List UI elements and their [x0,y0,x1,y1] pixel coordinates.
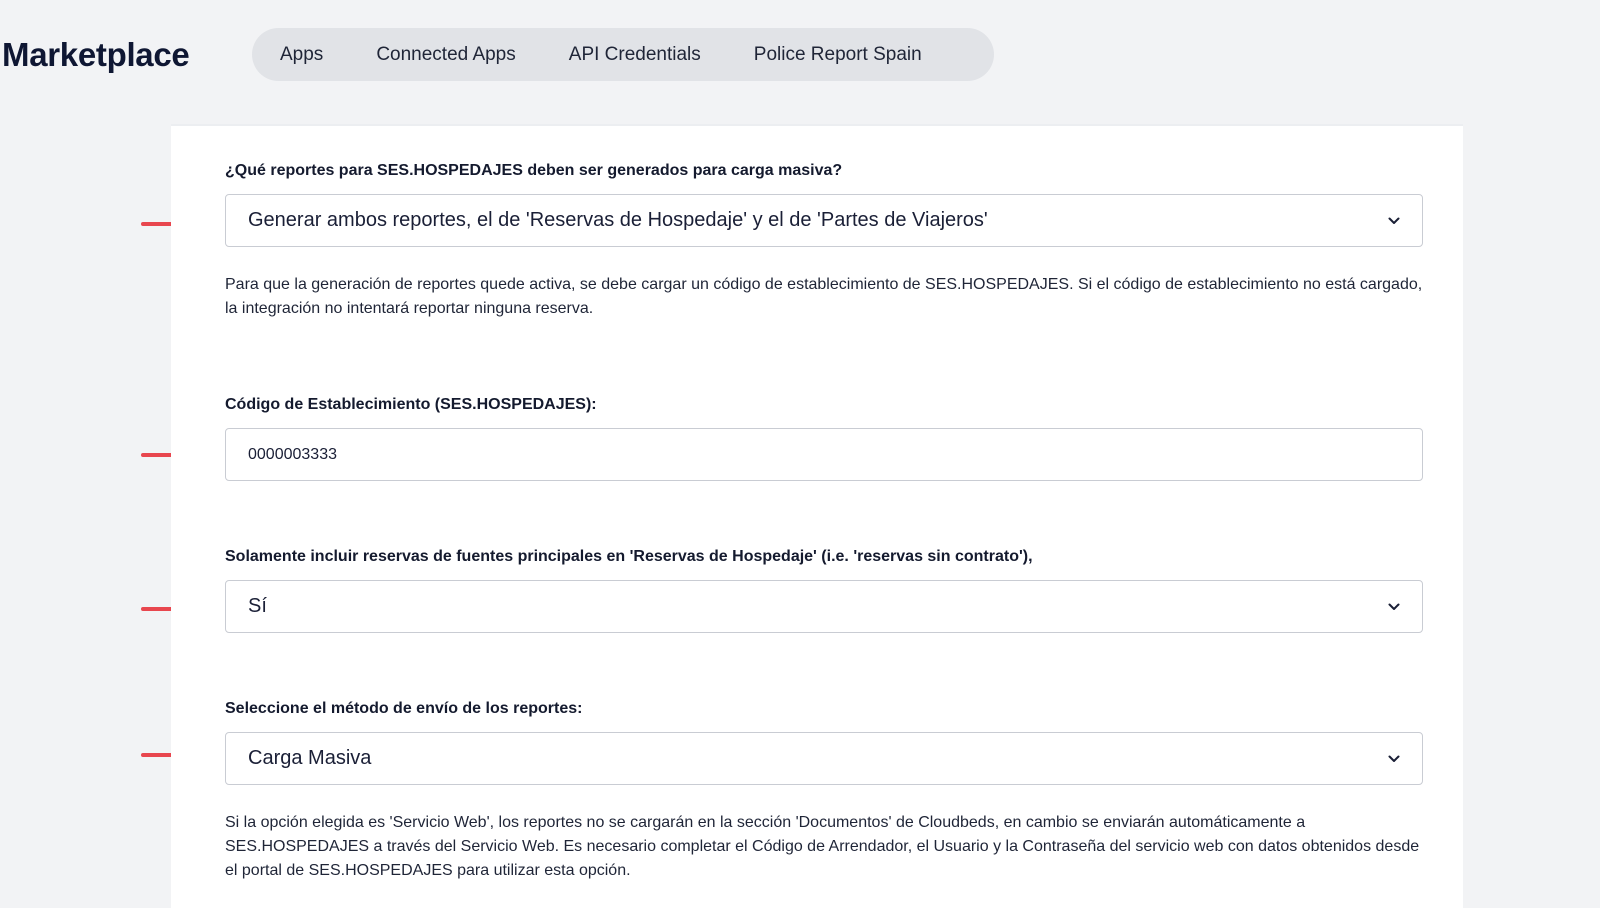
establishment-code-value: 0000003333 [248,445,337,463]
tab-api-credentials[interactable]: API Credentials [568,43,701,65]
marketplace-title: Marketplace [2,36,190,73]
main-sources-label: Solamente incluir reservas de fuentes principales en 'Reservas de Hospedaje' (i.e. 'reservas sin contrato'), [225,548,1033,565]
reports-help-text: Para que la generación de reportes quede activa, se debe cargar un código de establecimiento de SES.HOSPEDAJES. Si el código de establecimiento no está cargado, la integración no intentará reportar ninguna reserva. [225,276,1423,317]
chevron-down-icon [1388,217,1400,225]
send-method-select[interactable] [225,732,1423,785]
main-sources-select[interactable] [225,580,1423,633]
establishment-code-input[interactable] [225,428,1423,481]
reports-label: ¿Qué reportes para SES.HOSPEDAJES deben ser generados para carga masiva? [225,162,843,179]
tab-apps[interactable]: Apps [280,43,324,65]
settings-panel [171,124,1463,908]
establishment-label: Código de Establecimiento (SES.HOSPEDAJES): [225,396,597,413]
send-method-select-value: Carga Masiva [248,747,372,769]
chevron-down-icon [1388,755,1400,763]
tab-connected-apps[interactable]: Connected Apps [376,43,516,65]
chevron-down-icon [1388,603,1400,611]
tab-police-report-spain[interactable]: Police Report Spain [753,43,922,65]
reports-select-value: Generar ambos reportes, el de 'Reservas de Hospedaje' y el de 'Partes de Viajeros' [248,209,988,231]
send-method-label: Seleccione el método de envío de los reportes: [225,700,583,717]
main-sources-select-value: Sí [248,595,267,617]
send-method-help-text: Si la opción elegida es 'Servicio Web', los reportes no se cargarán en la sección 'Documentos' de Cloudbeds, en cambio se enviarán automáticamente a SES.HOSPEDAJES a través del Servicio Web. Es necesario completar el Código de Arrendador, el Usuario y la Contraseña del servicio web con datos obtenidos desde el portal de SES.HOSPEDAJES para utilizar esta opción. [225,814,1420,879]
reports-select[interactable] [225,194,1423,247]
tab-bar [252,28,994,81]
